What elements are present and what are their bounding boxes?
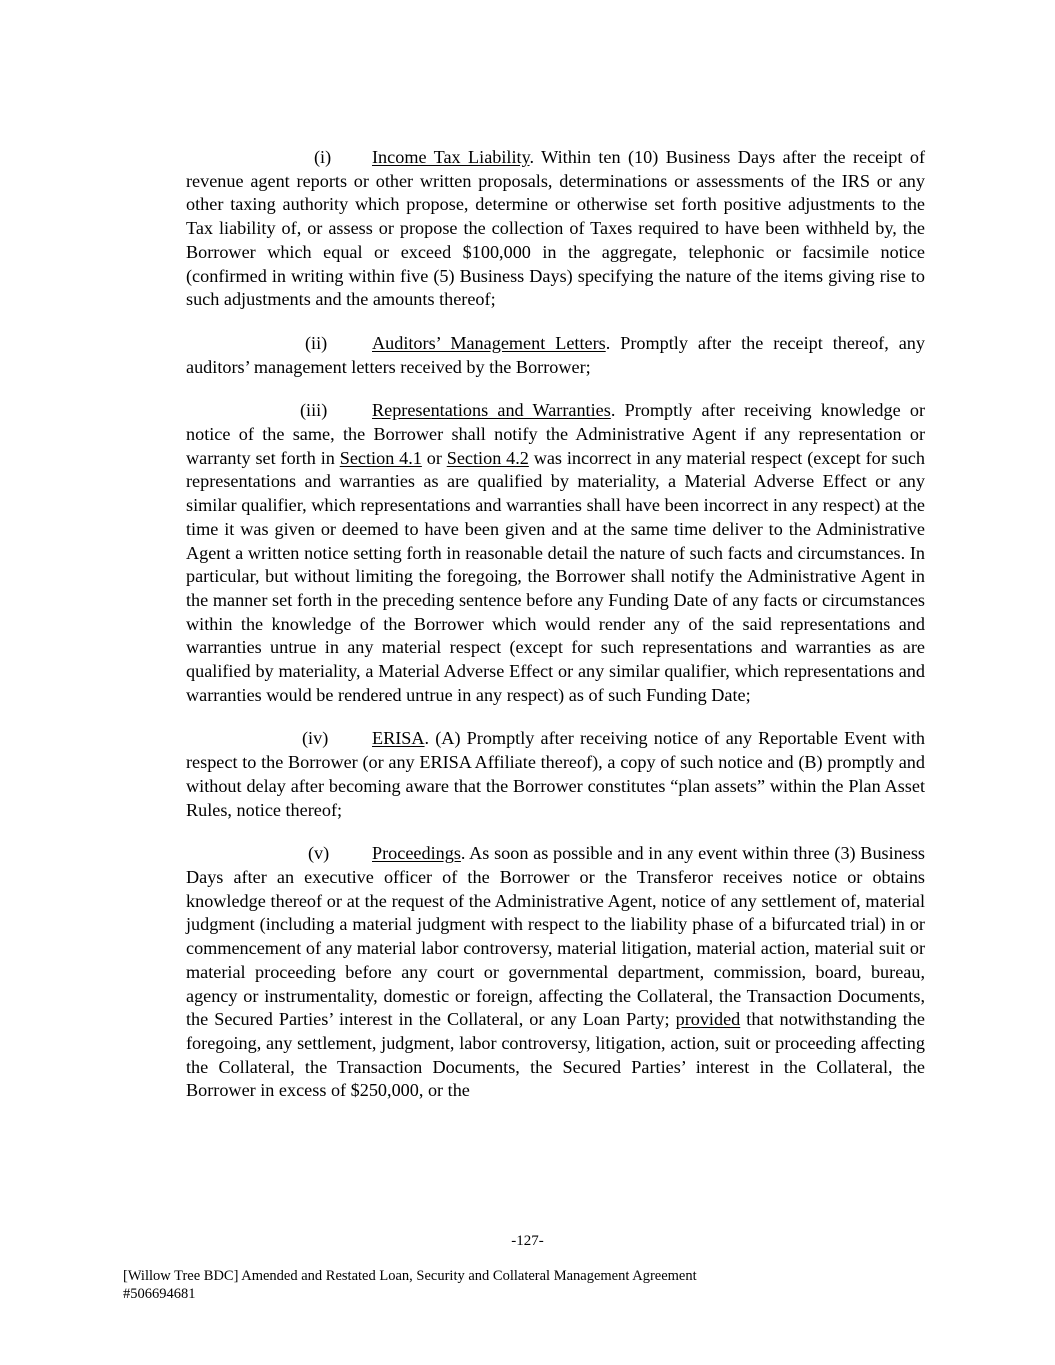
paragraph-v <box>186 842 925 1103</box>
page-number: -127- <box>511 1233 544 1249</box>
clause-number: (iii) <box>300 400 328 421</box>
clause-text: or <box>421 447 447 468</box>
paragraph-i <box>186 146 925 312</box>
clause-text: was incorrect in any material respect (except for such representations and warranties as are qualified by materiality, a Material Adverse Effect or any similar qualifier, which representations and warranties shall have been incorrect in any respect) at the time it was given or deemed to have been given and at the same time deliver to the Administrative Agent a written notice setting forth in reasonable detail the nature of such facts and circumstances. In particular, but without limiting the foregoing, the Borrower shall notify the Administrative Agent in the manner set forth in the preceding sentence before any Funding Date of any facts or circumstances within the knowledge of the Borrower which would render any of the said representations and warranties untrue in any material respect (except for such representations and warranties as are qualified by materiality, a Material Adverse Effect or any similar qualifier, which representations and warranties would be rendered untrue in any respect) as of such Funding Date; <box>186 447 925 705</box>
clause-number: (i) <box>314 147 332 167</box>
clause-text: . Promptly after receiving knowledge or notice of the same, the Borrower shall notify the Administrative Agent if any representation or warranty set forth in <box>186 400 925 468</box>
paragraph-iv <box>186 727 925 822</box>
document-footer <box>123 1268 697 1303</box>
clause-heading: Proceedings <box>372 843 461 864</box>
section-reference: Section 4.2 <box>446 447 529 468</box>
clause-number: (ii) <box>305 332 328 353</box>
footer-doc-id: #506694681 <box>123 1285 196 1302</box>
paragraph-ii <box>186 332 925 379</box>
clause-text: that notwithstanding the foregoing, any settlement, judgment, labor controversy, litigation, action, suit or proceeding affecting the Collateral, the Transaction Documents, the Secured Parties’ interest in the Collateral, the Borrower in excess of $250,000, or the <box>186 1009 926 1101</box>
provided-term: provided <box>675 1009 741 1030</box>
clause-heading: Income Tax Liability <box>372 147 530 167</box>
clause-text: . Within ten (10) Business Days after the receipt of revenue agent reports or other written proposals, determinations or assessments of the IRS or any other taxing authority which propose, determine or otherwise set forth positive adjustments to the Tax liability of, or assess or propose the collection of Taxes required to have been withheld by, the Borrower which equal or exceed $100,000 in the aggregate, telephonic or facsimile notice (confirmed in writing within five (5) Business Days) specifying the nature of the items giving rise to such adjustments and the amounts thereof; <box>186 147 926 310</box>
clause-text: . (A) Promptly after receiving notice of any Reportable Event with respect to the Borrower (or any ERISA Affiliate thereof), a copy of such notice and (B) promptly and without delay after becoming aware that the Borrower constitutes “plan assets” within the Plan Asset Rules, notice thereof; <box>186 728 925 820</box>
clause-number: (iv) <box>302 728 329 749</box>
section-reference: Section 4.1 <box>339 447 422 468</box>
document-body <box>186 146 925 1123</box>
clause-number: (v) <box>308 843 330 864</box>
footer-title: [Willow Tree BDC] Amended and Restated Loan, Security and Collateral Management Agreement <box>123 1268 697 1284</box>
clause-text: . As soon as possible and in any event within three (3) Business Days after an executive officer of the Borrower or the Transferor receives notice or obtains knowledge thereof or at the request of the Administrative Agent, notice of any settlement of, material judgment (including a material judgment with respect to the liability phase of a bifurcated trial) in or commencement of any material labor controversy, material litigation, material action, material suit or material proceeding before any court or governmental department, commission, board, bureau, agency or instrumentality, domestic or foreign, affecting the Collateral, the Transaction Documents, the Secured Parties’ interest in the Collateral, or any Loan Party; <box>186 843 925 1030</box>
clause-heading: Auditors’ Management Letters <box>372 332 606 353</box>
paragraph-iii <box>186 399 925 707</box>
clause-heading: ERISA <box>372 728 425 749</box>
clause-text: . Promptly after the receipt thereof, any auditors’ management letters received by the Borrower; <box>186 332 925 377</box>
clause-heading: Representations and Warranties <box>372 400 611 421</box>
